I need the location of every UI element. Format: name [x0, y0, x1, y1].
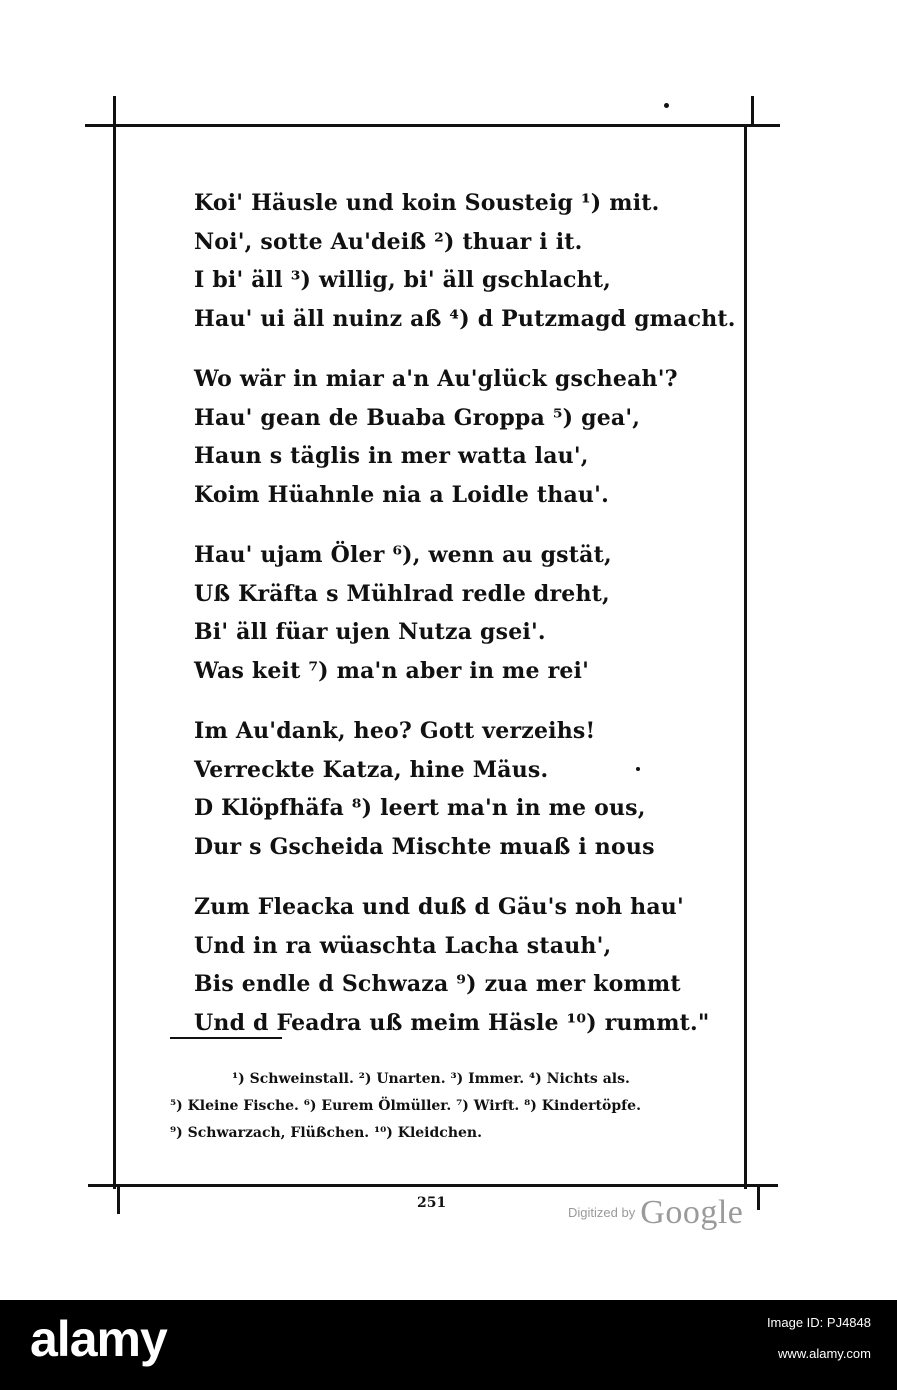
footnotes — [170, 1066, 730, 1147]
frame-top-rule — [85, 124, 780, 127]
poem-line: Noi', sotte Au'deiß ²) thuar i it. — [194, 228, 583, 255]
stanza-4 — [194, 712, 714, 866]
poem-line: Zum Fleacka und duß d Gäu's noh hau' — [194, 894, 684, 920]
poem-line: Bis endle d Schwaza ⁹) zua mer kommt — [194, 971, 681, 997]
poem — [194, 184, 736, 1064]
poem-line: Uß Kräfta s Mühlrad redle dreht, — [194, 580, 610, 607]
poem-line: Hau' gean de Buaba Groppa ⁵) gea', — [194, 404, 641, 431]
footnote-divider — [170, 1037, 282, 1039]
alamy-logo: alamy — [30, 1311, 167, 1367]
footnote-line: ¹) Schweinstall. ²) Unarten. ³) Immer. ⁴) Nichts als. — [232, 1071, 630, 1087]
frame-right-rule — [744, 124, 747, 1189]
digitized-by-label: Digitized by — [568, 1205, 636, 1220]
stanza-3 — [194, 536, 714, 690]
poem-line: Was keit ⁷) ma'n aber in me rei' — [194, 657, 590, 684]
google-wordmark: Google — [640, 1194, 744, 1231]
poem-line: Und in ra wüaschta Lacha stauh', — [194, 932, 612, 959]
scan-speck — [664, 103, 669, 108]
image-id-label: Image ID: PJ4848 — [766, 1315, 871, 1330]
stanza-2 — [194, 360, 714, 514]
poem-line: Koi' Häusle und koin Sousteig ¹) mit. — [194, 190, 660, 216]
stanza-1 — [194, 184, 736, 338]
crop-mark-top-right — [751, 96, 754, 126]
crop-mark-bottom-right — [757, 1186, 760, 1210]
poem-line: Wo wär in miar a'n Au'glück gscheah'? — [194, 366, 678, 392]
footnote-line: ⁵) Kleine Fische. ⁶) Eurem Ölmüller. ⁷) Wirft. ⁸) Kindertöpfe. — [170, 1098, 641, 1114]
crop-mark-bottom-left — [117, 1186, 120, 1214]
poem-line: Hau' ui äll nuinz aß ⁴) d Putzmagd gmacht. — [194, 305, 736, 332]
site-url-label: www.alamy.com — [778, 1346, 871, 1361]
frame-bottom-rule — [88, 1184, 778, 1187]
poem-line: Koim Hüahnle nia a Loidle thau'. — [194, 481, 609, 508]
poem-line: D Klöpfhäfa ⁸) leert ma'n in me ous, — [194, 795, 646, 821]
stanza-5 — [194, 888, 714, 1042]
poem-line: I bi' äll ³) willig, bi' äll gschlacht, — [194, 267, 612, 293]
page-number: 251 — [417, 1195, 447, 1211]
crop-mark-top-left — [113, 96, 116, 126]
poem-line: Im Au'dank, heo? Gott verzeihs! — [194, 718, 596, 744]
poem-line: Dur s Gscheida Mischte muaß i nous — [194, 833, 655, 860]
poem-line: Hau' ujam Öler ⁶), wenn au gstät, — [194, 542, 612, 568]
frame-left-rule — [113, 124, 116, 1189]
digitized-by-google-watermark — [568, 1194, 743, 1232]
poem-line: Und d Feadra uß meim Häsle ¹⁰) rummt." — [194, 1009, 710, 1036]
poem-line: Verreckte Katza, hine Mäus. — [194, 756, 549, 783]
poem-line: Bi' äll füar ujen Nutza gsei'. — [194, 619, 546, 645]
footnote-line: ⁹) Schwarzach, Flüßchen. ¹⁰) Kleidchen. — [170, 1125, 482, 1141]
poem-line: Haun s täglis in mer watta lau', — [194, 443, 589, 469]
